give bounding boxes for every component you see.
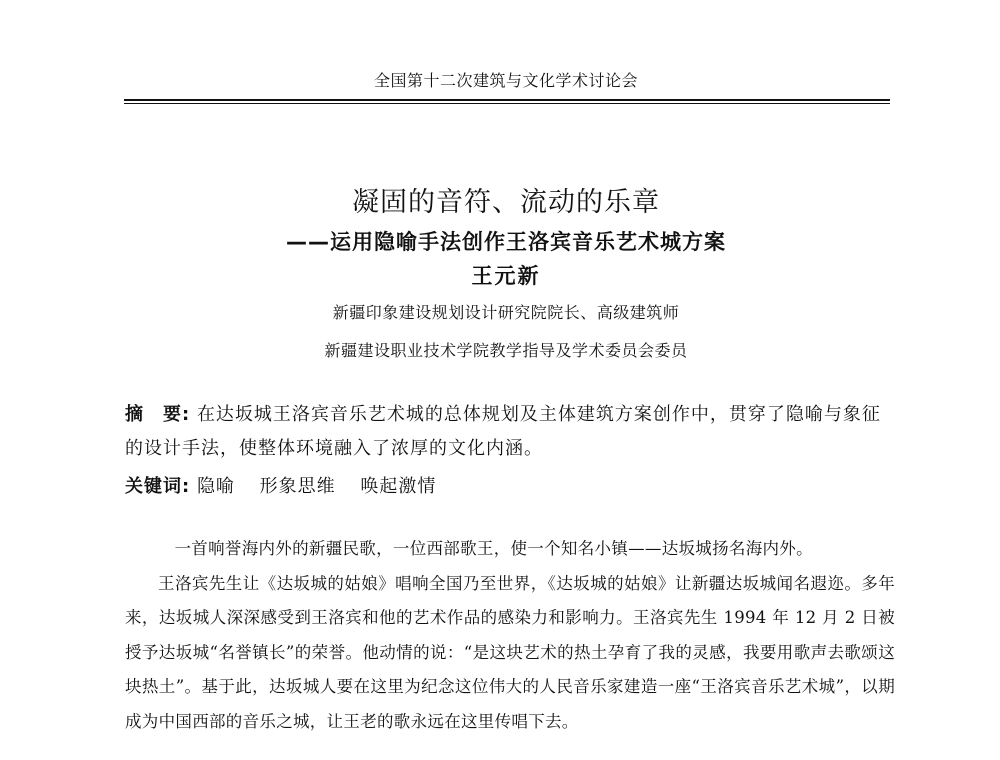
- keywords-label: 关键词:: [125, 476, 191, 497]
- keyword-item: 唤起激情: [360, 476, 437, 497]
- affiliation-2: 新疆建设职业技术学院教学指导及学术委员会委员: [324, 341, 688, 360]
- abstract-text: 在达坂城王洛宾音乐艺术城的总体规划及主体建筑方案创作中，贯穿了隐喻与象征的设计手法，使整体环境融入了浓厚的文化内涵。: [125, 404, 881, 459]
- author-name: 王元新: [471, 264, 541, 288]
- header-rule: [124, 99, 890, 101]
- body-paragraph-1: 一首响誉海内外的新疆民歌，一位西部歌王，使一个知名小镇——达坂城扬名海内外。: [174, 539, 813, 558]
- keyword-item: 形象思维: [259, 476, 336, 497]
- affiliation-1: 新疆印象建设规划设计研究院院长、高级建筑师: [332, 303, 680, 322]
- body-text: [125, 532, 895, 739]
- header-rule-thin: [124, 103, 890, 104]
- abstract: [125, 398, 895, 466]
- body-paragraph-2: 王洛宾先生让《达坂城的姑娘》唱响全国乃至世界，《达坂城的姑娘》让新疆达坂城闻名遐迩。多年来，达坂城人深深感受到王洛宾和他的艺术作品的感染力和影响力。王洛宾先生 1994 年 12 月 2 日被授予达坂城“名誉镇长”的荣誉。他动情的说：“是这块艺术的热土孕育了我的灵感，我要用歌声去歌颂这块热土”。基于此，达坂城人要在这里为纪念这位伟大的人民音乐家建造一座“王洛宾音乐艺术城”，以期成为中国西部的音乐之城，让王老的歌永远在这里传唱下去。: [125, 573, 895, 731]
- article-subtitle: ——运用隐喻手法创作王洛宾音乐艺术城方案: [286, 230, 726, 254]
- article-title: 凝固的音符、流动的乐章: [352, 187, 660, 218]
- running-header: 全国第十二次建筑与文化学术讨论会: [373, 71, 638, 90]
- abstract-label: 摘 要:: [125, 404, 191, 425]
- keyword-item: 隐喻: [196, 476, 235, 497]
- keywords: [125, 472, 895, 502]
